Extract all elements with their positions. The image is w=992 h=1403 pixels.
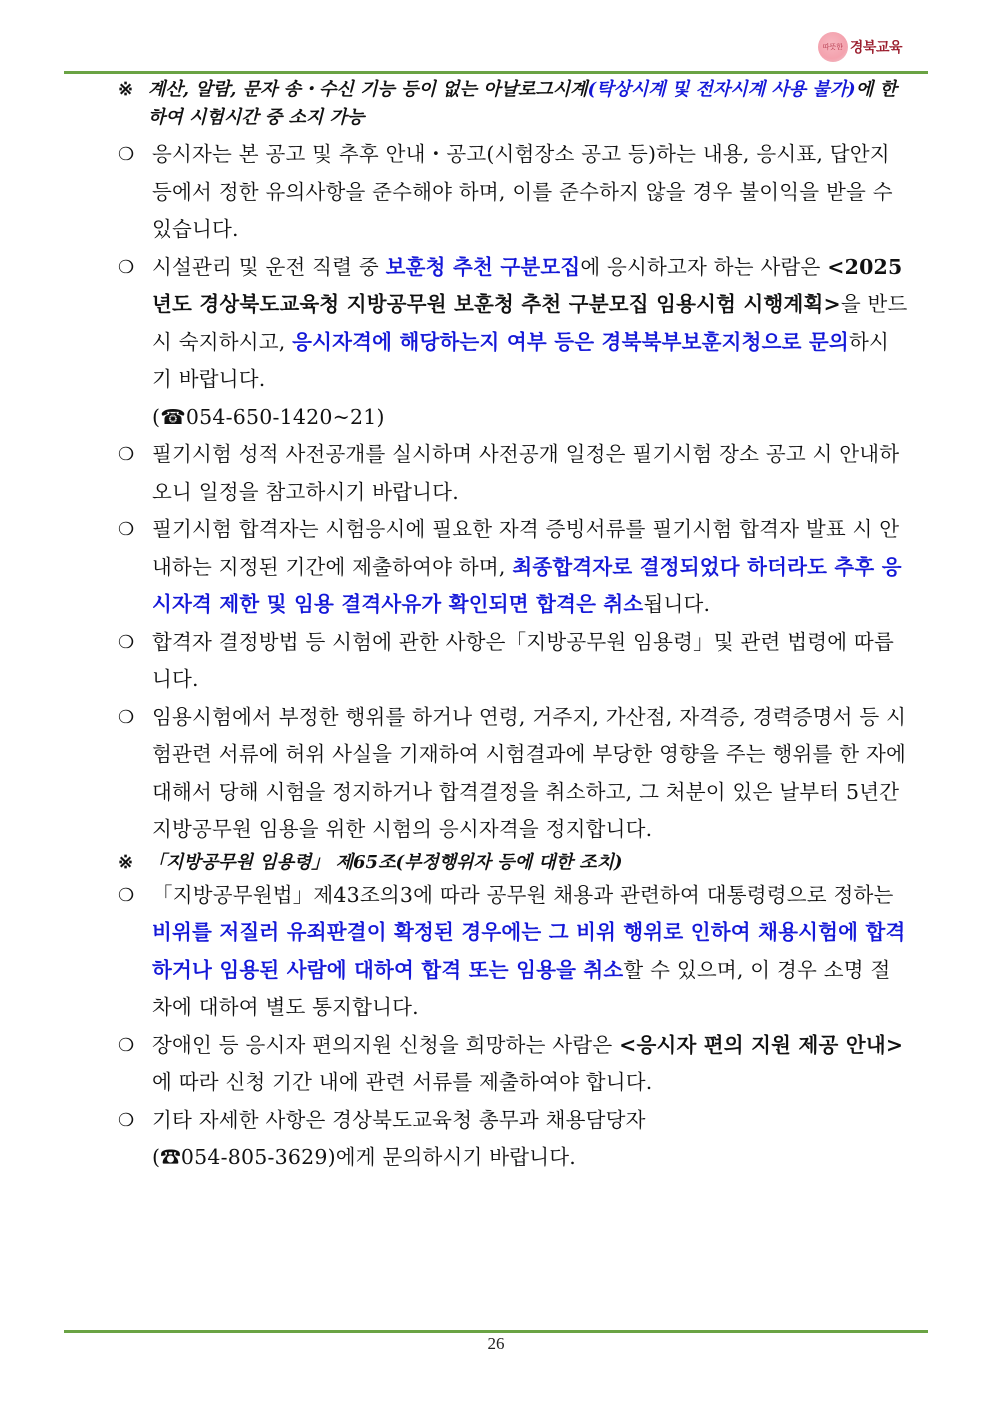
phone-contact: (☎054-805-3629)에게 문의하시기 바랍니다. (152, 1145, 576, 1169)
item-text: 필기시험 성적 사전공개를 실시하며 사전공개 일정은 필기시험 장소 공고 시 안내하오니 일정을 참고하시기 바랍니다. (152, 442, 900, 504)
list-item (118, 436, 908, 511)
bullet-icon: ❍ (118, 631, 135, 653)
logo-emblem (818, 32, 848, 62)
bullet-icon: ❍ (118, 1034, 135, 1056)
item-text: 응시자는 본 공고 및 추후 안내・공고(시험장소 공고 등)하는 내용, 응시표, 답안지 등에서 정한 유의사항을 준수해야 하며, 이를 준수하지 않을 경우 불이익을 받을 수 있습니다. (152, 142, 893, 241)
list-item (118, 699, 908, 849)
header-divider (64, 71, 928, 74)
list-item (118, 511, 908, 624)
item-text: 기타 자세한 사항은 경상북도교육청 총무과 채용담당자 (152, 1107, 646, 1132)
logo-small-text: 따뜻한 (822, 43, 844, 51)
item-text: 장애인 등 응시자 편의지원 신청을 희망하는 사람은 (152, 1032, 620, 1057)
item-text: 필기시험 합격자는 시험응시에 필요한 자격 증빙서류를 필기시험 합격자 발표 시 안내하는 지정된 기간에 제출하여야 하며, (152, 517, 900, 579)
item-bold: <응시자 편의 지원 제공 안내> (619, 1032, 904, 1057)
note-text-a: 계산, 알람, 문자 송・수신 기능 등이 없는 아날로그시계 (148, 79, 588, 100)
note-mark: ※ (118, 79, 134, 100)
bullet-icon: ❍ (118, 256, 135, 278)
document-body (118, 76, 908, 1177)
item-highlight: 비위를 저질러 유죄판결이 확정된 경우에는 그 비위 행위로 인하여 채용시험에 합격하거나 임용된 사람에 대하여 합격 또는 임용을 취소 (152, 920, 906, 982)
item-text: 할 수 있으며, 이 경우 소명 절차에 대하여 별도 통지합니다. (152, 957, 891, 1019)
item-highlight: 보훈청 추천 구분모집 (385, 254, 581, 279)
logo-text: 경북교육 (849, 40, 902, 56)
item-text: 시설관리 및 운전 직렬 중 (152, 254, 386, 279)
item-highlight: 응시자격에 해당하는지 여부 등은 경북북부보훈지청으로 문의 (292, 329, 849, 354)
phone-number: (☎054-650-1420~21) (152, 404, 385, 429)
note-mark: ※ (118, 851, 134, 873)
bullet-icon: ❍ (118, 144, 135, 165)
item-text: 됩니다. (643, 592, 711, 616)
list-item (118, 624, 908, 699)
list-item (118, 136, 908, 249)
item-text: 에 응시하고자 하는 사람은 (580, 254, 828, 279)
item-text: 합격자 결정방법 등 시험에 관한 사항은「지방공무원 임용령」및 관련 법령에 따릅니다. (152, 629, 894, 691)
item-text: 에 따라 신청 기간 내에 관련 서류를 제출하여야 합니다. (152, 1070, 653, 1094)
bullet-icon: ❍ (118, 444, 135, 465)
footer-divider (64, 1330, 928, 1333)
note-text: 「지방공무원 임용령」 제65조(부정행위자 등에 대한 조치) (148, 851, 623, 873)
bullet-icon: ❍ (118, 884, 135, 906)
bullet-icon: ❍ (118, 1109, 135, 1131)
note-highlight: (탁상시계 및 전자시계 사용 불가) (587, 79, 856, 100)
note-clock (118, 76, 908, 132)
bullet-icon: ❍ (118, 519, 135, 540)
item-highlight: 최종합격자로 결정되었다 하더라도 추후 응시자격 제한 및 임용 결격사유가 확인되면 합격은 취소 (152, 554, 902, 616)
list-item (118, 1027, 908, 1102)
list-item (118, 877, 908, 1027)
list-item (118, 249, 908, 437)
item-bold: <2025년도 경상북도교육청 지방공무원 보훈청 추천 구분모집 임용시험 시행계획> (152, 254, 903, 316)
page-number: 26 (487, 1334, 505, 1353)
note-regulation (118, 849, 908, 877)
header-logo (818, 32, 902, 62)
note-text-b: 에 한하여 시험시간 중 소지 가능 (148, 79, 897, 128)
bullet-icon: ❍ (118, 706, 135, 728)
list-item (118, 1102, 908, 1177)
item-text: 「지방공무원법」제43조의3에 따라 공무원 채용과 관련하여 대통령령으로 정하는 (152, 882, 894, 907)
item-text: 임용시험에서 부정한 행위를 하거나 연령, 거주지, 가산점, 자격증, 경력증명서 등 시험관련 서류에 허위 사실을 기재하여 시험결과에 부당한 영향을 주는 행위를 한 자에 대해서 당해 시험을 정지하거나 합격결정을 취소하고, 그 처분이 있은 날부터 5년간 지방공무원 임용을 위한 시험의 응시자격을 정지합니다. (152, 704, 907, 841)
item-text: 하시기 바랍니다. (152, 329, 889, 391)
item-text: 을 반드시 숙지하시고, (152, 292, 908, 354)
